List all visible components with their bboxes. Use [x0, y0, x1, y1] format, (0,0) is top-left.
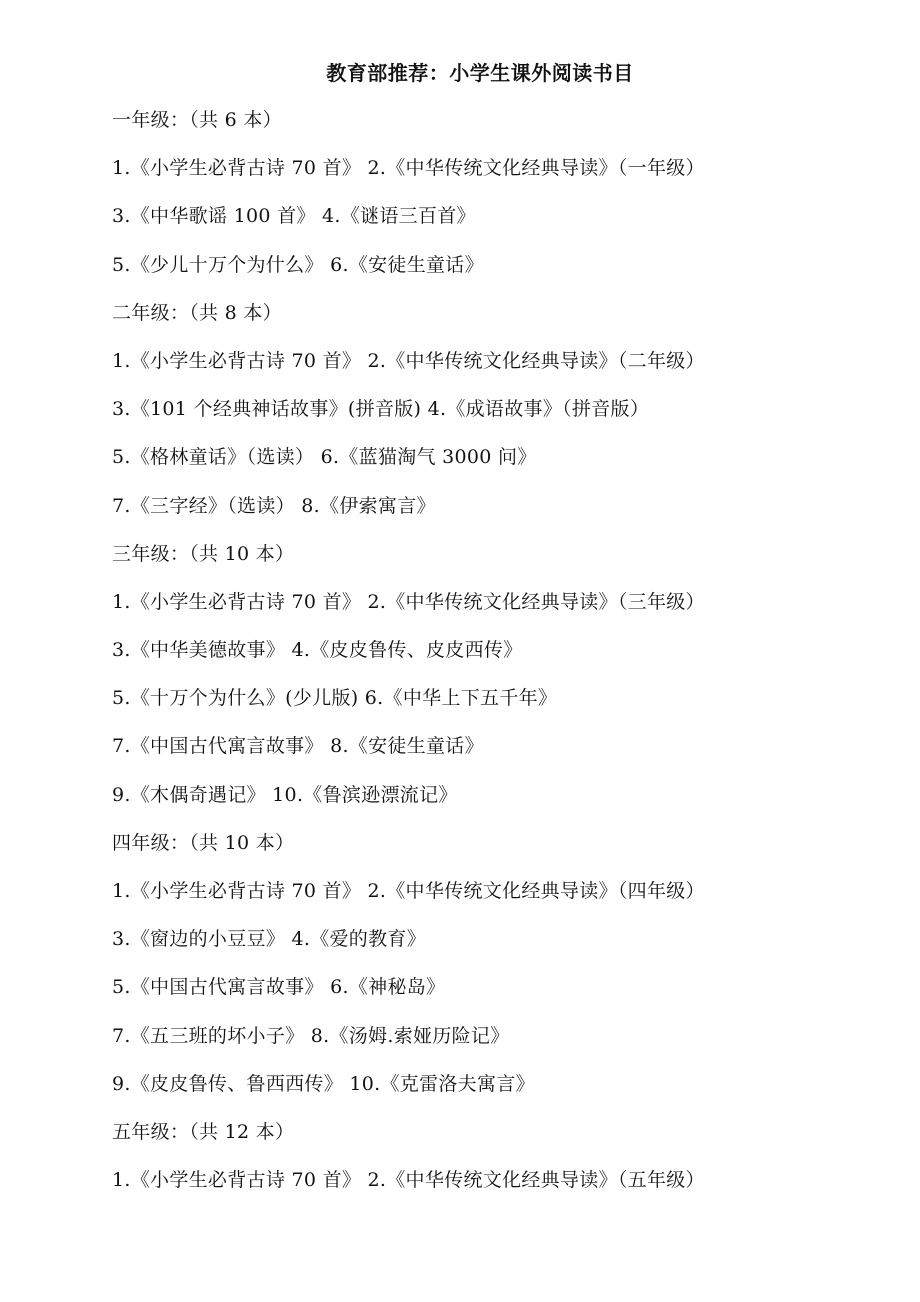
- list-item: 1.《小学生必背古诗 70 首》 2.《中华传统文化经典导读》（五年级）: [112, 1169, 705, 1192]
- list-item: 9.《皮皮鲁传、鲁西西传》 10.《克雷洛夫寓言》: [112, 1072, 535, 1095]
- list-item: 3.《中华美德故事》 4.《皮皮鲁传、皮皮西传》: [112, 639, 523, 662]
- list-item: 5.《十万个为什么》(少儿版) 6.《中华上下五千年》: [112, 687, 558, 710]
- list-item: 1.《小学生必背古诗 70 首》 2.《中华传统文化经典导读》（二年级）: [112, 349, 705, 372]
- booklist-body: [112, 106, 892, 1214]
- list-item: 1.《小学生必背古诗 70 首》 2.《中华传统文化经典导读》（一年级）: [112, 157, 705, 180]
- list-item: 1.《小学生必背古诗 70 首》 2.《中华传统文化经典导读》（三年级）: [112, 590, 705, 613]
- list-item: 5.《少儿十万个为什么》 6.《安徒生童话》: [112, 253, 484, 276]
- grade5-heading: 五年级：（共 12 本）: [112, 1120, 295, 1143]
- list-item: 7.《五三班的坏小子》 8.《汤姆.索娅历险记》: [112, 1024, 510, 1047]
- list-item: 5.《中国古代寓言故事》 6.《神秘岛》: [112, 976, 446, 999]
- list-item: 7.《三字经》（选读） 8.《伊索寓言》: [112, 494, 436, 517]
- grade4-heading: 四年级：（共 10 本）: [112, 831, 295, 854]
- list-item: 1.《小学生必背古诗 70 首》 2.《中华传统文化经典导读》（四年级）: [112, 880, 705, 902]
- list-item: 7.《中国古代寓言故事》 8.《安徒生童话》: [112, 735, 484, 758]
- grade2-heading: 二年级：（共 8 本）: [112, 301, 282, 324]
- list-item: 3.《中华歌谣 100 首》 4.《谜语三百首》: [112, 205, 476, 228]
- list-item: 5.《格林童话》（选读） 6.《蓝猫淘气 3000 问》: [112, 446, 537, 469]
- list-item: 3.《窗边的小豆豆》 4.《爱的教育》: [112, 928, 426, 951]
- grade1-heading: 一年级：（共 6 本）: [112, 109, 282, 131]
- page-title: 教育部推荐：小学生课外阅读书目: [326, 61, 634, 85]
- list-item: 3.《101 个经典神话故事》(拼音版) 4.《成语故事》（拼音版）: [112, 398, 650, 421]
- list-item: 9.《木偶奇遇记》 10.《鲁滨逊漂流记》: [112, 783, 458, 806]
- grade3-heading: 三年级：（共 10 本）: [112, 542, 295, 565]
